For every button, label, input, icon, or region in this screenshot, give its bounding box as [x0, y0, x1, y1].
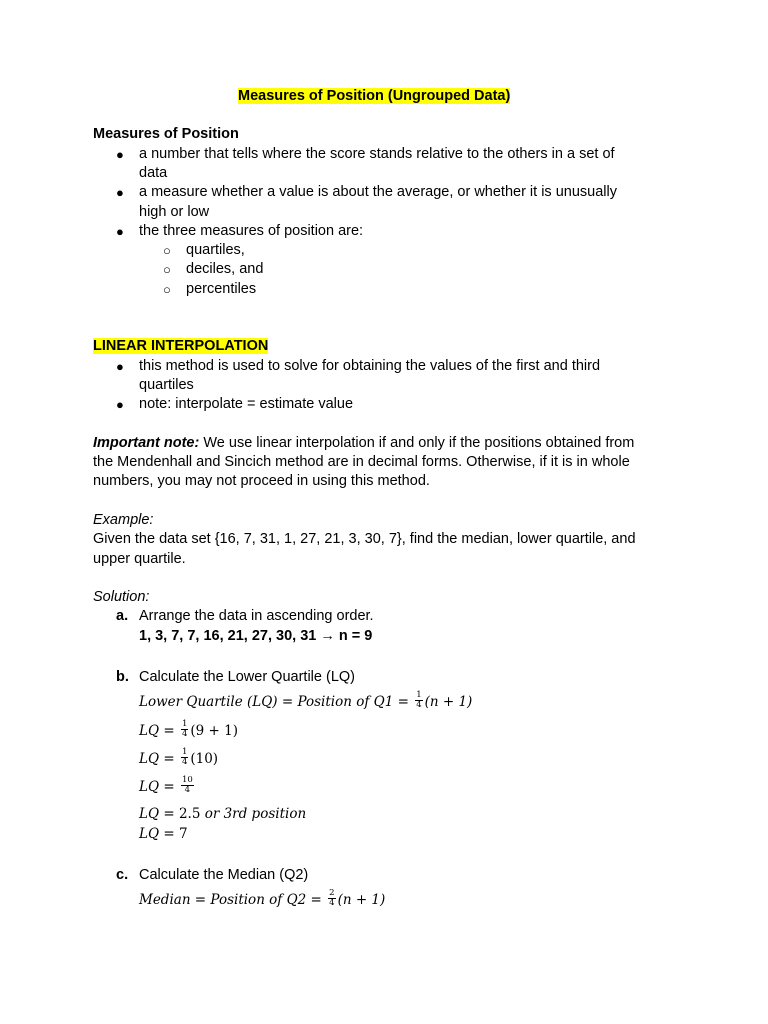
bullet-text: quartiles [139, 377, 194, 393]
equation-lq-step [139, 719, 238, 741]
equation-lq-step [139, 805, 306, 824]
circle-bullet-icon: ○ [163, 262, 171, 277]
step-text: Arrange the data in ascending order. [139, 608, 374, 624]
fraction-numerator: 10 [181, 775, 193, 785]
bullet-text: high or low [139, 204, 210, 220]
equation-left: LQ = [139, 751, 175, 767]
solution-label: Solution: [93, 589, 150, 605]
bullet-text: note: interpolate = estimate value [139, 396, 354, 412]
fraction [181, 720, 188, 739]
important-note-text: the Mendenhall and Sincich method are in decimal forms. Otherwise, if it is in whole [93, 454, 630, 470]
equation-right: (9 + 1) [190, 723, 238, 739]
example-label: Example: [93, 512, 154, 528]
equation-left: LQ = [139, 723, 175, 739]
fraction-denominator: 4 [329, 898, 335, 908]
equation-value: 7 [178, 826, 188, 842]
page-title [238, 87, 510, 106]
step-marker: b. [116, 669, 129, 685]
fraction [415, 691, 422, 710]
step-text: Calculate the Median (Q2) [139, 867, 309, 883]
bullet-icon: ● [116, 359, 124, 374]
equation-lq-definition [139, 690, 473, 712]
fraction-numerator: 2 [329, 888, 335, 898]
fraction-denominator: 4 [181, 729, 188, 739]
section-heading-text: LINEAR INTERPOLATION [93, 338, 269, 354]
bullet-text: a number that tells where the score stands relative to the others in a set of [139, 146, 615, 162]
fraction [328, 889, 335, 908]
important-note-text: We use linear interpolation if and only if the positions obtained from [199, 435, 635, 451]
bullet-text: a measure whether a value is about the average, or whether it is unusually [139, 184, 617, 200]
fraction [181, 748, 188, 767]
section-heading-measures: Measures of Position [93, 126, 239, 142]
equation-left: Median = Position of Q2 = [139, 892, 322, 908]
equation-right: (n + 1) [424, 694, 473, 710]
page-title-text: Measures of Position (Ungrouped Data) [238, 88, 511, 104]
circle-bullet-icon: ○ [163, 282, 171, 297]
fraction-numerator: 1 [416, 690, 422, 700]
bullet-icon: ● [116, 397, 124, 412]
bullet-text: this method is used to solve for obtaining the values of the first and third [139, 358, 601, 374]
fraction-denominator: 4 [184, 785, 191, 795]
step-marker: c. [116, 867, 129, 883]
circle-bullet-icon: ○ [163, 243, 171, 258]
sub-bullet-text: percentiles [186, 281, 257, 297]
equation-lq-step [139, 747, 219, 769]
section-heading-linear-interpolation [93, 337, 268, 356]
equation-right: (n + 1) [337, 892, 386, 908]
step-marker: a. [116, 608, 129, 624]
equation-left: Lower Quartile (LQ) = Position of Q1 = [139, 694, 409, 710]
equation-value: 2.5 [178, 806, 201, 822]
bullet-text: the three measures of position are: [139, 223, 364, 239]
sorted-data: 1, 3, 7, 7, 16, 21, 27, 30, 31 → n = 9 [139, 628, 373, 644]
fraction-denominator: 4 [416, 700, 422, 710]
equation-left: LQ = [139, 826, 175, 842]
equation-left: LQ = [139, 779, 175, 795]
equation-right: (10) [190, 751, 219, 767]
equation-right: or 3rd position [200, 806, 307, 822]
fraction-numerator: 1 [181, 747, 188, 757]
important-note-label: Important note: [93, 435, 200, 451]
sub-bullet-text: deciles, and [186, 261, 264, 277]
equation-left: LQ = [139, 806, 175, 822]
equation-median-definition [139, 888, 386, 910]
equation-lq-step [139, 775, 196, 797]
fraction-numerator: 1 [181, 719, 188, 729]
fraction [181, 776, 194, 795]
bullet-icon: ● [116, 185, 124, 200]
example-text: Given the data set {16, 7, 31, 1, 27, 21, 3, 30, 7}, find the median, lower quartile, and [93, 531, 636, 547]
bullet-icon: ● [116, 147, 124, 162]
example-text: upper quartile. [93, 551, 186, 567]
fraction-denominator: 4 [181, 757, 188, 767]
step-text: Calculate the Lower Quartile (LQ) [139, 669, 355, 685]
bullet-text: data [139, 165, 168, 181]
equation-lq-result [139, 825, 188, 844]
important-note-text: numbers, you may not proceed in using this method. [93, 473, 430, 489]
important-note-line [93, 434, 634, 453]
bullet-icon: ● [116, 224, 124, 239]
sub-bullet-text: quartiles, [186, 242, 245, 258]
